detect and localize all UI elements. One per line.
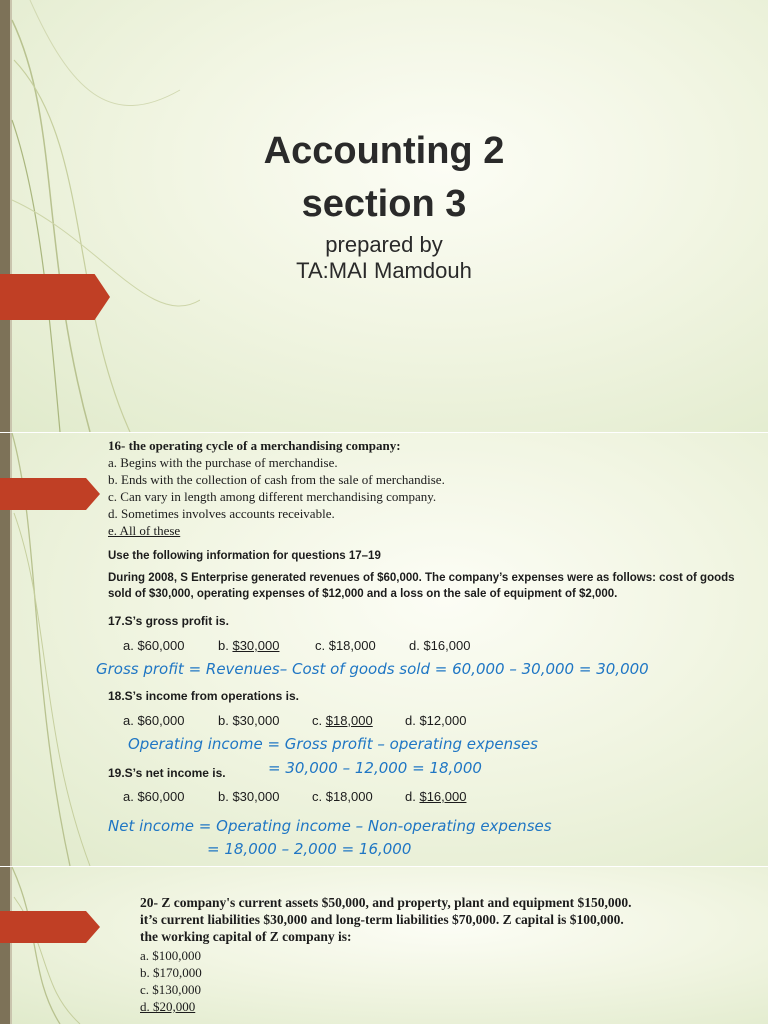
q20-option-b: b. $170,000 [140,965,202,980]
q17-answer: $30,000 [232,638,280,653]
q16-question: 16- the operating cycle of a merchandising company: [108,438,401,453]
subtitle-line1: prepared by [325,232,443,257]
q20-option-a: a. $100,000 [140,948,202,963]
q17-option-c: c. $18,000 [315,638,376,653]
q20-line1: 20- Z company's current assets $50,000, and property, plant and equipment $150,000. [140,895,632,910]
q19-handwritten-note1: Net income = Operating income – Non-operating expenses [108,817,552,835]
red-arrow-marker [0,911,100,943]
vine-decoration [0,867,120,1024]
q17-option-d: d. $16,000 [409,638,471,653]
q20-option-d-answer: d. $20,000 [140,999,196,1014]
q17-option-a: a. $60,000 [123,638,185,653]
q16-option-a: a. Begins with the purchase of merchandise. [108,455,338,470]
q18-option-b: b. $30,000 [218,713,280,728]
q20-line3: the working capital of Z company is: [140,929,352,944]
q18-answer: $18,000 [325,713,373,728]
q18-question: 18.S’s income from operations is. [108,689,299,703]
q20-option-c: c. $130,000 [140,982,202,997]
subtitle-line2: TA:MAI Mamdouh [296,258,472,283]
q18-handwritten-note1: Operating income = Gross profit – operating expenses [128,735,538,753]
q19-option-a: a. $60,000 [123,789,185,804]
slide-title-line2: section 3 [301,183,467,225]
q20-question [140,894,760,945]
q18-option-d: d. $12,000 [405,713,467,728]
q17-option-b: b. $30,000 [218,638,280,653]
q18-handwritten-note2: = 30,000 – 12,000 = 18,000 [268,759,482,777]
q16-option-b: b. Ends with the collection of cash from the sale of merchandise. [108,472,445,487]
info-text: During 2008, S Enterprise generated revenues of $60,000. The company’s expenses were as follows: cost of goods sold of $30,000, operating expenses of $12,000 and a loss on the sale of equipment of $2,000. [108,572,735,600]
q19-answer: $16,000 [419,789,467,804]
q18-option-c: c. $18,000 [312,713,373,728]
q19-option-d: d. $16,000 [405,789,467,804]
red-arrow-marker [0,478,100,510]
q19-option-b: b. $30,000 [218,789,280,804]
question-20-slide [0,867,768,1024]
question-16 [108,437,748,539]
q16-option-d: d. Sometimes involves accounts receivable. [108,506,335,521]
q17-question: 17.S’s gross profit is. [108,614,229,628]
q20-options [140,947,202,1015]
q19-handwritten-note2: = 18,000 – 2,000 = 16,000 [207,840,412,858]
q20-line2: it’s current liabilities $30,000 and long-term liabilities $70,000. Z capital is $100,000. [140,912,624,927]
q16-option-e-answer: e. All of these [108,523,181,538]
q18-option-a: a. $60,000 [123,713,185,728]
q19-option-c: c. $18,000 [312,789,373,804]
title-slide [0,0,768,432]
info-heading: Use the following information for questions 17–19 [108,550,381,562]
q16-option-c: c. Can vary in length among different merchandising company. [108,489,437,504]
questions-slide [0,433,768,866]
q19-question: 19.S’s net income is. [108,766,226,780]
slide-title-line1: Accounting 2 [263,130,505,172]
q17-handwritten-note: Gross profit = Revenues– Cost of goods sold = 60,000 – 30,000 = 30,000 [96,660,649,678]
